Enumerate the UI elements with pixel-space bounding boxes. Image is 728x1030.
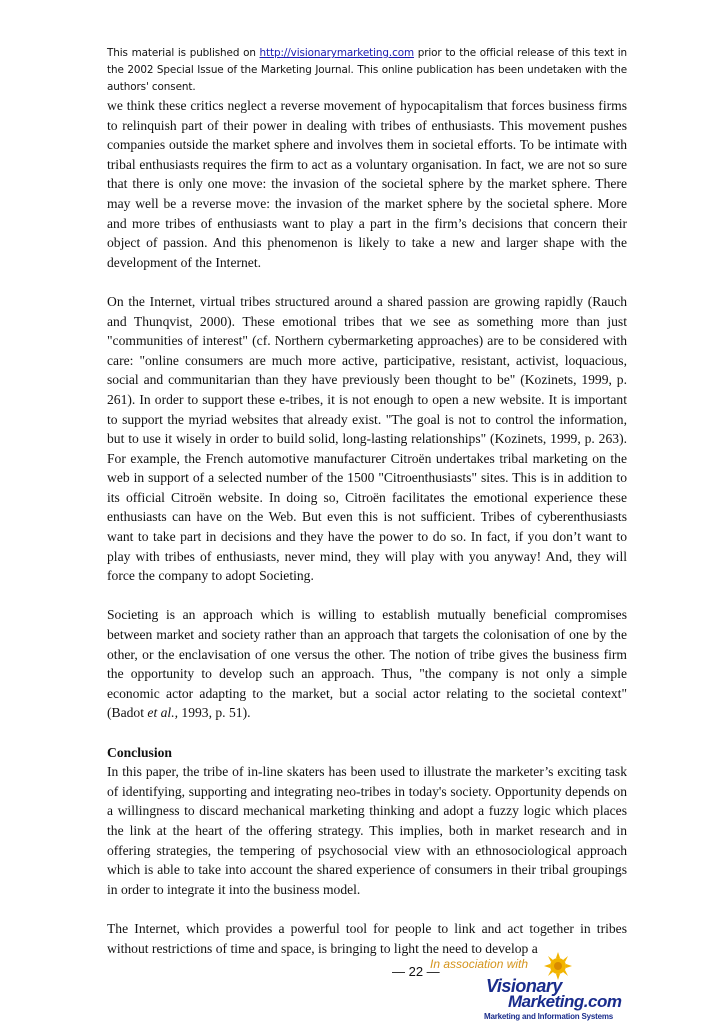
- logo-tagline: Marketing and Information Systems: [484, 1012, 613, 1021]
- notice-suffix: prior to the official release of this text in the 2002 Special Issue of the Marketing Journal. This online publication has been undetaken with the authors' consent.: [107, 47, 627, 93]
- paragraph-conclusion: In this paper, the tribe of in-line skaters has been used to illustrate the marketer’s exciting task of identifying, supporting and integrating neo-tribes in today's society. Opportunity depends on a willingness to discard mechanical marketing thinking and adopt a fuzzy logic which places the link at the heart of the offering strategy. This implies, both in market research and in offering strategies, the tempering of psychosocial view with an ethnosociological approach which is able to take into account the shared experience of consumers in their tribal groupings in order to integrate it into the business model.: [107, 764, 627, 897]
- visionary-marketing-link[interactable]: http://visionarymarketing.com: [259, 47, 414, 59]
- notice-prefix: This material is published on: [107, 47, 260, 59]
- paragraph-societing: [107, 605, 627, 723]
- article-body: [107, 96, 627, 958]
- paragraph-internet-tribes: On the Internet, virtual tribes structured around a shared passion are growing rapidly (Rauch and Thunqvist, 2000). These emotional tribes that we see as something more than just "communities of interest" (cf. Northern cybermarketing approaches) are to be considered with care: "online consumers are much more active, participative, resistant, activist, loquacious, social and communitarian than they have previously been thought to be" (Kozinets, 1999, p. 261). In order to support these e-tribes, it is not enough to open a new website. It is important to support the myriad websites that already exist. "The goal is not to control the information, but to use it wisely in order to build solid, long-lasting relationships" (Kozinets, 1999, p. 263). For example, the French automotive manufacturer Citroën undertakes tribal marketing on the web in support of a selected number of the 1500 "Citroenthusiasts" sites. This is in addition to its official Citroën website. In doing so, Citroën facilitates the emotional experience these enthusiasts can have on the Web. But even this is not sufficient. Tribes of cyberenthusiasts want to take part in decisions and they have the power to do so. In fact, if you don’t want to play with tribes of enthusiasts, never mind, they will play with you anyway! And, they will force the company to adopt Societing.: [107, 293, 627, 584]
- et-al: et al.,: [147, 705, 178, 721]
- page-number: — 22 —: [392, 964, 440, 979]
- societing-text-b: 1993, p. 51).: [178, 705, 251, 721]
- publication-notice: [107, 45, 627, 96]
- paragraph-internet-tool: The Internet, which provides a powerful tool for people to link and act together in tribes without restrictions of time and space, is bringing to light the need to develop a: [107, 920, 627, 956]
- logo-text-visionary: Visionary: [486, 976, 562, 996]
- association-label: In association with: [430, 957, 529, 971]
- visionary-marketing-logo[interactable]: [478, 952, 628, 1022]
- conclusion-heading: Conclusion: [107, 744, 172, 760]
- societing-text-a: Societing is an approach which is willing to establish mutually beneficial compromises between market and society rather than an approach that targets the colonisation of one by the other, or the enclavisation of one versus the other. The notion of tribe gives the business firm the opportunity to develop such an approach. Thus, "the company is not only a simple economic actor adapting to the market, but a social actor relating to the societal context" (Badot: [107, 607, 627, 721]
- paragraph-hypocapitalism: we think these critics neglect a reverse movement of hypocapitalism that forces business firms to relinquish part of their power in dealing with tribes of enthusiasts. This movement pushes companies outside the market sphere and involves them in societal efforts. To be intimate with tribal enthusiasts requires the firm to act as a voluntary organisation. In fact, we are not so sure that there is only one move: the invasion of the societal sphere by the market sphere. There may well be a reverse move: the invasion of the market sphere by the societal sphere. More and more tribes of enthusiasts want to play a part in the firm’s decisions that concern their object of passion. And this phenomenon is likely to take a new and larger shape with the development of the Internet.: [107, 98, 627, 270]
- logo-text-marketing: Marketing.com: [508, 992, 622, 1011]
